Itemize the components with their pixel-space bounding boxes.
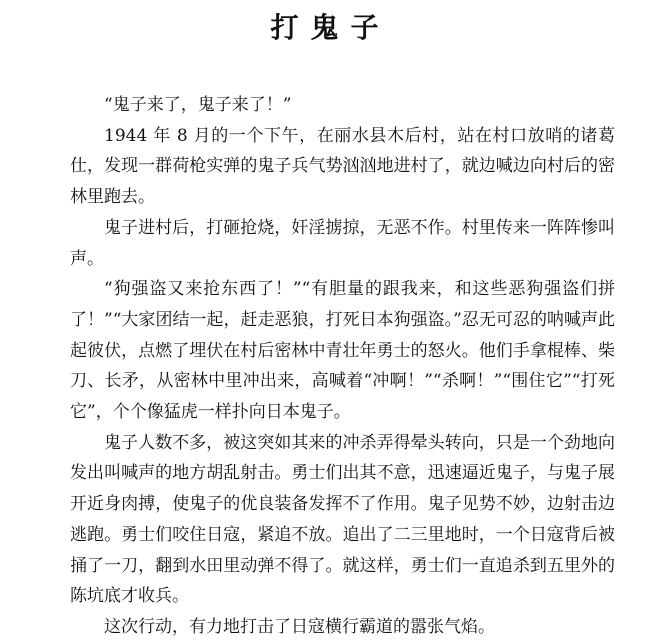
paragraph: 鬼子人数不多，被这突如其来的冲杀弄得晕头转向，只是一个劲地向发出叫喊声的地方胡乱射击。勇士们出其不意，迅速逼近鬼子，与鬼子展开近身肉搏，使鬼子的优良装备发挥不了作用。鬼子见势不妙，边射击边逃跑。勇士们咬住日寇，紧追不放。追出了二三里地时，一个日寇背后被捅了一刀，翻到水田里动弹不得了。就这样，勇士们一直追杀到五里外的陈坑底才收兵。 (70, 432, 615, 607)
article-body (70, 90, 615, 643)
page-title: 打鬼子 (270, 11, 391, 44)
paragraph: 鬼子进村后，打砸抢烧，奸淫掳掠，无恶不作。村里传来一阵阵惨叫声。 (70, 217, 615, 269)
paragraph: 1944 年 8 月的一个下午，在丽水县木后村，站在村口放哨的诸葛仕，发现一群荷枪实弹的鬼子兵气势汹汹地进村了，就边喊边向村后的密林里跑去。 (70, 125, 615, 208)
paragraph: “鬼子来了，鬼子来了！” (104, 95, 292, 115)
paragraph: “狗强盗又来抢东西了！”“有胆量的跟我来，和这些恶狗强盗们拼了！”“大家团结一起，赶走恶狼，打死日本狗强盗。”忍无可忍的呐喊声此起彼伏，点燃了埋伏在村后密林中青壮年勇士的怒火。他们手拿棍棒、柴刀、长矛，从密林中里冲出来，高喊着“冲啊！”“杀啊！”“围住它”“打死它”，个个像猛虎一样扑向日本鬼子。 (70, 279, 615, 423)
paragraph: 这次行动，有力地打击了日寇横行霸道的嚣张气焰。 (104, 616, 495, 637)
